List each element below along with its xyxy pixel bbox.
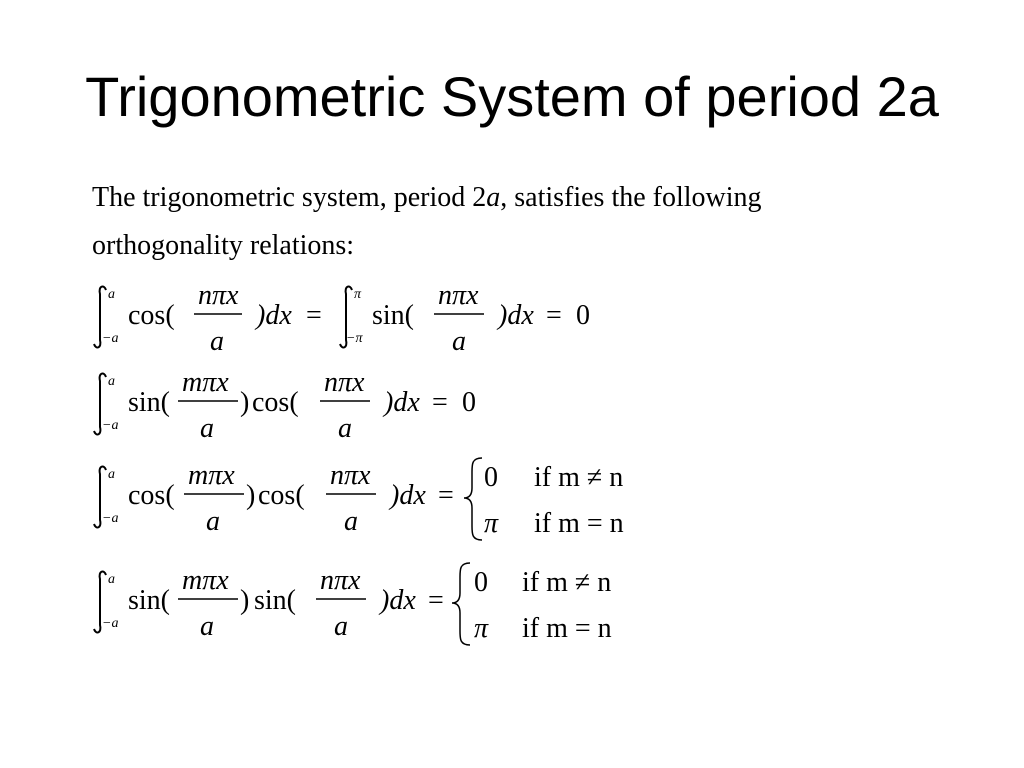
cos-func-2: cos( xyxy=(258,480,305,511)
dx: )dx xyxy=(384,387,420,418)
case-1-value: 0 xyxy=(474,567,488,598)
sin-func-2: sin( xyxy=(254,585,296,616)
sin-func: sin( xyxy=(128,387,170,418)
intro-line2: orthogonality relations: xyxy=(92,230,355,261)
lower-limit: −a xyxy=(102,616,119,631)
denominator-2: a xyxy=(338,413,352,444)
intro-text xyxy=(92,174,952,270)
lower-limit: −a xyxy=(102,418,119,433)
sin-func: sin( xyxy=(128,585,170,616)
equals-2: = xyxy=(546,300,562,331)
equals: = xyxy=(306,300,322,331)
numerator-2: nπx xyxy=(438,280,479,311)
dx: )dx xyxy=(390,480,426,511)
denominator: a xyxy=(200,413,214,444)
equation-2 xyxy=(92,367,512,451)
lower-limit: −a xyxy=(102,511,119,526)
numerator-n: nπx xyxy=(324,367,365,398)
close-paren: ) xyxy=(246,480,256,511)
intro-line1-var: a xyxy=(486,182,501,213)
denominator-2: a xyxy=(344,506,358,537)
zero: 0 xyxy=(462,387,476,418)
intro-line1-pre: The trigonometric system, period 2 xyxy=(92,182,487,213)
cos-func: cos( xyxy=(128,480,175,511)
denominator-2: a xyxy=(334,611,348,642)
numerator-m: mπx xyxy=(188,460,235,491)
case-1-cond: if m ≠ n xyxy=(522,567,612,598)
case-1-cond: if m ≠ n xyxy=(534,462,624,493)
close-paren: ) xyxy=(240,387,250,418)
intro-line1-post: , satisfies the following xyxy=(500,182,762,213)
sin-func: sin( xyxy=(372,300,414,331)
cos-func: cos( xyxy=(128,300,175,331)
dx: )dx xyxy=(256,300,292,331)
equation-3 xyxy=(92,456,652,542)
denominator: a xyxy=(200,611,214,642)
equals: = xyxy=(432,387,448,418)
equation-4 xyxy=(92,561,652,647)
close-paren: ) xyxy=(240,585,250,616)
cos-func: cos( xyxy=(252,387,299,418)
numerator-n: nπx xyxy=(330,460,371,491)
upper-limit: a xyxy=(108,374,115,389)
equals: = xyxy=(428,585,444,616)
denominator: a xyxy=(206,506,220,537)
upper-limit: a xyxy=(108,572,115,587)
numerator-m: mπx xyxy=(182,367,229,398)
dx-2: )dx xyxy=(498,300,534,331)
numerator-n: nπx xyxy=(320,565,361,596)
slide-title: Trigonometric System of period 2a xyxy=(85,65,939,128)
denominator-2: a xyxy=(452,326,466,357)
numerator-m: mπx xyxy=(182,565,229,596)
upper-limit: a xyxy=(108,467,115,482)
lower-limit: −a xyxy=(102,331,119,346)
case-2-cond: if m = n xyxy=(534,508,624,539)
upper-limit: a xyxy=(108,287,115,302)
denominator: a xyxy=(210,326,224,357)
case-2-value: π xyxy=(484,508,499,539)
case-2-value: π xyxy=(474,613,489,644)
lower-limit-2: −π xyxy=(346,331,363,346)
numerator: nπx xyxy=(198,280,239,311)
equation-1 xyxy=(92,280,632,364)
case-1-value: 0 xyxy=(484,462,498,493)
dx: )dx xyxy=(380,585,416,616)
curly-brace xyxy=(452,563,470,645)
equals: = xyxy=(438,480,454,511)
upper-limit-2: π xyxy=(354,287,362,302)
case-2-cond: if m = n xyxy=(522,613,612,644)
curly-brace xyxy=(464,458,482,540)
zero: 0 xyxy=(576,300,590,331)
